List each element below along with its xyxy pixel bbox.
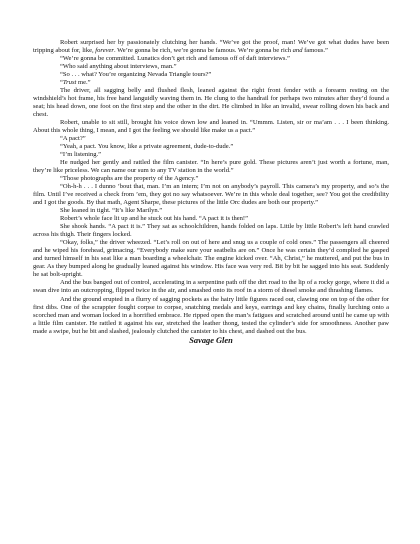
paragraph: “A pact?”	[60, 135, 86, 143]
paragraph: “Trust me.”	[60, 79, 91, 87]
paragraph: Robert, unable to sit still, brought his voice down low and leaned in. “Ummm. Listen, sir or ma’am . . . I been thinking. About this whole thing, I mean, and I got the feeling we should like make us a pact.”	[33, 119, 389, 135]
paragraph: “Okay, folks,” the driver wheezed. “Let’s roll on out of here and snug us a couple of cold ones.” The passengers all cheered and he wiped his forehead, grimacing. “Everybody make sure your seatbelts are on.” Once he was certain they’d complied he gasped and turned himself in his seat like a man boarding a wheelchair. The engine kicked over. “Ah, Christ,” he muttered, and put the bus in gear. As they bumped along he gradually leaned against his window. His face was very red. Bit by bit he sagged into his seat. Suddenly he sat bolt-upright.	[33, 239, 389, 279]
paragraph: He nudged her gently and rattled the film canister. “In here’s pure gold. These pictures aren’t just worth a fortune, man, they’re like priceless. We can name our sum to any TV station in the world.”	[33, 159, 389, 175]
paragraph: “Those photographs are the property of the Agency.”	[60, 175, 199, 183]
paragraph: She shook hands. “A pact it is.” They sat as schoolchildren, hands folded on laps. Little by little Robert’s left hand crawled across his thigh. Their fingers locked.	[33, 223, 389, 239]
paragraph: Robert’s whole face lit up and he stuck out his hand. “A pact it is then!”	[60, 215, 248, 223]
body-text	[33, 39, 389, 336]
paragraph: “We’re gonna be committed. Lunatics don’t get rich and famous off of daft interviews.”	[60, 55, 290, 63]
paragraph: “I’m listening.”	[60, 151, 102, 159]
paragraph: Robert surprised her by passionately clutching her hands. “We’ve got the proof, man! We’ve got what dudes have been tripping about for, like, forever. We’re gonna be rich, we’re gonna be famous. We’re gonna be rich and famous.”	[33, 39, 389, 55]
paragraph: And the bus banged out of control, accelerating in a serpentine path off the dirt road to the lip of a rocky gorge, where it did a swan dive into an outcropping, flipped twice in the air, and smashed onto its roof in a storm of diesel smoke and thrashing flames.	[33, 279, 389, 295]
paragraph: She leaned in tight. “It’s like Marilyn.”	[60, 207, 163, 215]
section-heading: Savage Glen	[189, 335, 233, 345]
paragraph: And the ground erupted in a flurry of sagging pockets as the hairy little figures raced out, clawing one on top of the other for first dibs. One of the scrappier fought corpse to corpse, snatching medals and keys, earrings and key chains, finally lurching onto a scorched man and woman locked in a horrified embrace. He ripped open the man’s fatigues and scratched around until he came up with a little film canister. He rattled it against his ear, stretched the leather thong, tested the cylinder’s side for smoothness. Another paw made a swipe, but he bit and slashed, jealously clutched the canister to his chest, and dashed out the bus.	[33, 295, 389, 335]
paragraph: “Oh-h-h . . . I dunno ’bout that, man. I’m an intern; I’m not on anybody’s payroll. This camera’s my property, and so’s the film. Until I’ve received a check from ’em, they got no say whatsoever. We’re in this whole deal together, see? You got the credibility and I got the goods. By that math, Agent Sharpe, these pictures of the little Orc dudes are both our property.”	[33, 183, 389, 207]
paragraph: “So . . . what? You’re organizing Nevada Triangle tours?”	[60, 71, 212, 79]
paragraph: The driver, all sagging belly and flushed flesh, leaned against the right front fender with a forearm resting on the windshield’s hot frame, his free hand languidly waving them in. He clung to the handrail for perhaps two minutes after they’d found a seat; his head down, one foot on the first step and the other in the dirt. He climbed in like an invalid, swear rolling down his back and chest.	[33, 87, 389, 119]
paragraph: “Yeah, a pact. You know, like a private agreement, dude-to-dude.”	[60, 143, 234, 151]
paragraph: “Who said anything about interviews, man.”	[60, 63, 177, 71]
